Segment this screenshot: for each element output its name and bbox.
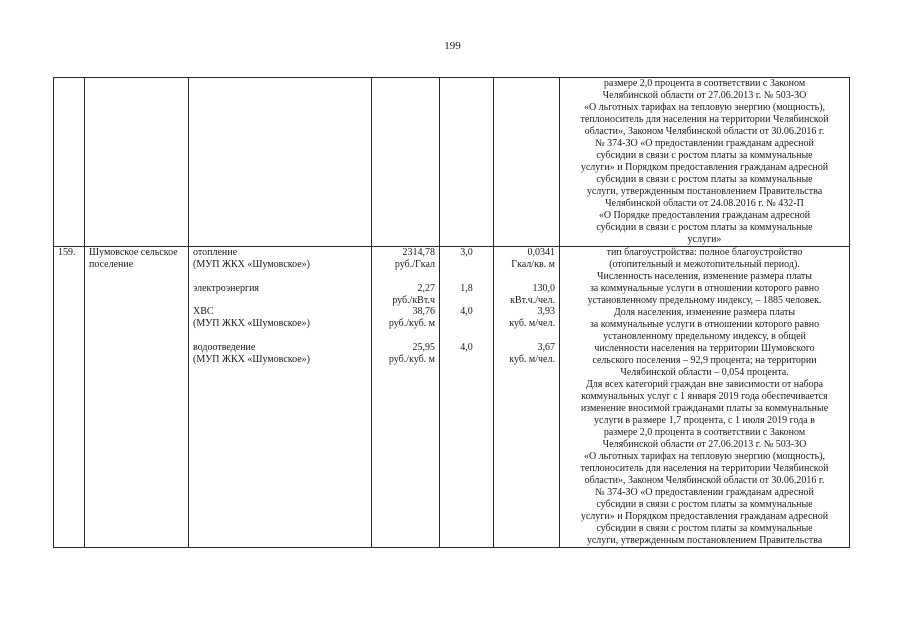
description-line: «О льготных тарифах на тепловую энергию (мощность), bbox=[583, 451, 826, 462]
tariff-unit: руб./куб. м bbox=[388, 354, 435, 365]
service-sewerage bbox=[193, 342, 367, 378]
cell-number bbox=[54, 78, 85, 247]
table-row-159 bbox=[54, 247, 850, 548]
description-line: сельского поселения – 92,9 процента; на территории bbox=[592, 355, 817, 366]
norm-unit: куб. м/чел. bbox=[509, 318, 555, 329]
description-line: «О Порядке предоставления гражданам адресной bbox=[598, 210, 811, 221]
service-name: ХВС bbox=[193, 306, 214, 317]
tariff-value: 38,76 bbox=[412, 306, 435, 317]
cell-description bbox=[560, 78, 850, 247]
index-value: 1,8 bbox=[460, 283, 473, 294]
index-heating bbox=[444, 247, 489, 283]
cell-settlement bbox=[85, 78, 189, 247]
norm-sewerage bbox=[498, 342, 555, 378]
norm-value: 0,0341 bbox=[527, 247, 555, 258]
cell-number: 159. bbox=[54, 247, 85, 548]
index-cold-water bbox=[444, 306, 489, 342]
description-line: области», Законом Челябинской области от 30.06.2016 г. bbox=[584, 475, 825, 486]
service-name: отопление bbox=[193, 247, 238, 258]
description-line: услуги» и Порядком предоставления гражданам адресной bbox=[580, 162, 829, 173]
service-cold-water bbox=[193, 306, 367, 342]
description-line: услуги» bbox=[687, 234, 722, 245]
norm-heating bbox=[498, 247, 555, 283]
description-line: теплоноситель для населения на территории Челябинской bbox=[580, 114, 829, 125]
cell-index bbox=[440, 247, 494, 548]
index-value: 3,0 bbox=[460, 247, 473, 258]
tariff-electricity bbox=[376, 283, 435, 306]
cell-description bbox=[560, 247, 850, 548]
description-line: размере 2,0 процента в соответствии с Законом bbox=[603, 78, 806, 89]
index-value: 4,0 bbox=[460, 342, 473, 353]
description-line: Челябинской области от 24.08.2016 г. № 432-П bbox=[605, 198, 804, 209]
description-line: коммунальных услуг с 1 января 2019 года обеспечивается bbox=[581, 391, 828, 402]
tariff-value: 2314,78 bbox=[402, 247, 435, 258]
cell-settlement bbox=[85, 247, 189, 548]
tariff-value: 25,95 bbox=[412, 342, 435, 353]
norm-electricity bbox=[498, 283, 555, 306]
description-line: численности населения на территории Шумовского bbox=[594, 343, 815, 354]
service-name: электроэнергия bbox=[193, 283, 260, 294]
service-provider: (МУП ЖКХ «Шумовское») bbox=[193, 354, 311, 365]
tariff-unit: руб./кВт.ч bbox=[392, 295, 435, 306]
norm-value: 3,93 bbox=[537, 306, 555, 317]
tariff-unit: руб./Гкал bbox=[394, 259, 435, 270]
description-line: тип благоустройства: полное благоустройство bbox=[606, 247, 803, 258]
tariff-unit: руб./куб. м bbox=[388, 318, 435, 329]
service-provider: (МУП ЖКХ «Шумовское») bbox=[193, 318, 311, 329]
tariff-cold-water bbox=[376, 306, 435, 342]
description-line: теплоноситель для населения на территории Челябинской bbox=[580, 463, 829, 474]
description-line: услуги в размере 1,7 процента, с 1 июля 2019 года в bbox=[594, 415, 815, 426]
page-number: 199 bbox=[444, 40, 461, 52]
cell-norm bbox=[494, 78, 560, 247]
norm-unit: Гкал/кв. м bbox=[511, 259, 555, 270]
description-line: субсидии в связи с ростом платы за коммунальные bbox=[596, 150, 813, 161]
norm-unit: куб. м/чел. bbox=[509, 354, 555, 365]
description-line: № 374-ЗО «О предоставлении гражданам адресной bbox=[595, 487, 814, 498]
description-line: установленному предельному индексу, – 1885 человек. bbox=[587, 295, 822, 306]
description-line: Доля населения, изменение размера платы bbox=[613, 307, 796, 318]
index-electricity bbox=[444, 283, 489, 306]
cell-index bbox=[440, 78, 494, 247]
cell-tariff bbox=[372, 78, 440, 247]
tariff-table bbox=[53, 77, 850, 548]
description-line: «О льготных тарифах на тепловую энергию (мощность), bbox=[583, 102, 826, 113]
description-line: области», Законом Челябинской области от 30.06.2016 г. bbox=[584, 126, 825, 137]
settlement-name-line: поселение bbox=[89, 259, 134, 270]
description-line: Численность населения, изменение размера платы bbox=[597, 271, 812, 282]
index-value: 4,0 bbox=[460, 306, 473, 317]
description-line: установленному предельному индексу, в общей bbox=[603, 331, 806, 342]
description-line: Для всех категорий граждан вне зависимости от набора bbox=[585, 379, 824, 390]
description-line: (отопительный и межотопительный период). bbox=[609, 259, 800, 270]
norm-cold-water bbox=[498, 306, 555, 342]
service-name: водоотведение bbox=[193, 342, 256, 353]
description-line: Челябинской области – 0,054 процента. bbox=[620, 367, 789, 378]
index-sewerage bbox=[444, 342, 489, 378]
norm-value: 3,67 bbox=[537, 342, 555, 353]
cell-tariff bbox=[372, 247, 440, 548]
description-line: субсидии в связи с ростом платы за коммунальные bbox=[596, 523, 813, 534]
service-provider: (МУП ЖКХ «Шумовское») bbox=[193, 259, 311, 270]
norm-unit: кВт.ч./чел. bbox=[510, 295, 555, 306]
description-line: субсидии в связи с ростом платы за коммунальные bbox=[596, 499, 813, 510]
description-line: Челябинской области от 27.06.2013 г. № 503-ЗО bbox=[602, 90, 807, 101]
norm-value: 130,0 bbox=[532, 283, 555, 294]
tariff-heating bbox=[376, 247, 435, 283]
description-line: № 374-ЗО «О предоставлении гражданам адресной bbox=[595, 138, 814, 149]
service-heating bbox=[193, 247, 367, 283]
tariff-sewerage bbox=[376, 342, 435, 378]
description-line: за коммунальные услуги в отношении которого равно bbox=[589, 283, 820, 294]
cell-service bbox=[189, 78, 372, 247]
cell-norm bbox=[494, 247, 560, 548]
tariff-value: 2,27 bbox=[417, 283, 435, 294]
description-line: услуги» и Порядком предоставления гражданам адресной bbox=[580, 511, 829, 522]
description-line: размере 2,0 процента в соответствии с Законом bbox=[603, 427, 806, 438]
description-line: Челябинской области от 27.06.2013 г. № 503-ЗО bbox=[602, 439, 807, 450]
description-line: субсидии в связи с ростом платы за коммунальные bbox=[596, 174, 813, 185]
settlement-name-line: Шумовское сельское bbox=[89, 247, 178, 258]
description-line: изменение вносимой гражданами платы за коммунальные bbox=[580, 403, 829, 414]
description-line: за коммунальные услуги в отношении которого равно bbox=[589, 319, 820, 330]
description-line: услуги, утвержденным постановлением Правительства bbox=[586, 186, 823, 197]
description-line: услуги, утвержденным постановлением Правительства bbox=[586, 535, 823, 546]
table-row-continued bbox=[54, 78, 850, 247]
cell-service bbox=[189, 247, 372, 548]
service-electricity bbox=[193, 283, 367, 306]
description-line: субсидии в связи с ростом платы за коммунальные bbox=[596, 222, 813, 233]
